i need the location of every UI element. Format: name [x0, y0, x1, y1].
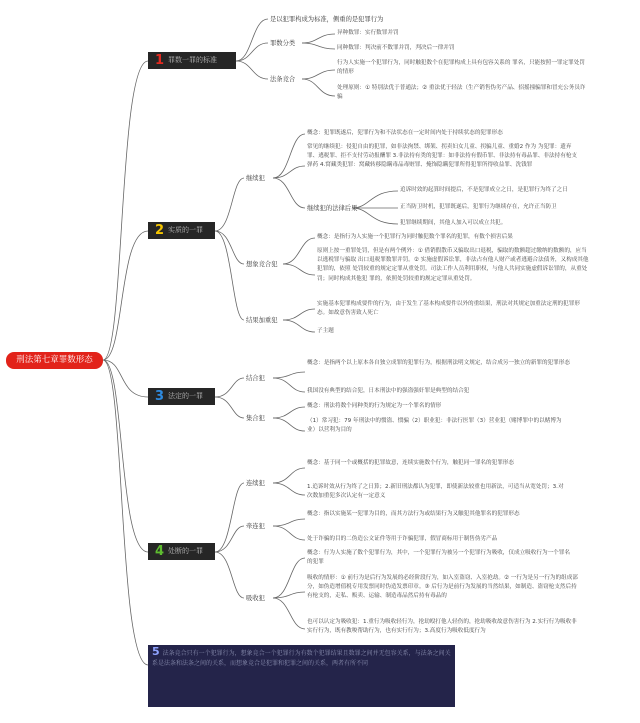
- branch-label: 法定的一罪: [168, 392, 204, 400]
- branch-label: 处断的一罪: [168, 547, 204, 555]
- b2-cont-legal-item: 追诉时效的起算时间提后，不是犯罪成立之日，是犯罪行为终了之日: [400, 187, 568, 193]
- b2-cont-item: 常见的继续犯：侵犯自由的犯罪，如非法拘禁、绑架、拐卖妇女儿童、拐骗儿童、重婚2 作为 为犯罪：遗弃罪、逃税罪、拒不支付劳动报酬罪 3.非法持有类的犯罪：如非法持有假币罪、非法持有毒品罪、非法持有枪支弹药 4.窝藏类犯罪：窝藏转移隐瞒毒品毒赃罪、掩饰隐瞒犯罪所得犯罪所得收益罪、洗钱罪: [307, 144, 578, 169]
- b2-cont-legal[interactable]: 继续犯的法律后果: [307, 205, 358, 212]
- b2-continuing[interactable]: 继续犯: [246, 175, 265, 182]
- b2-aggravated[interactable]: 结果加重犯: [246, 317, 278, 324]
- b2-imag-item: 原则上按一重罪处罚，但是有两个例外：① 借销假散币又骗取出口退税，骗取的数额超过缴纳的数额的，应当以逃税罪与骗取 出口退税罪数罪并罚。② 实施虚假诉讼罪，非法占有他人财产或者逃避合法债务，又构成其他犯罪的，依照 处罚较重的规定定罪从重处罚。司法工作人员利用职权，与他人共同实施虚假诉讼罪的，从重处罚；同时构成其他犯 罪的，依照处罚较重的规定定罪从重处罚。: [317, 248, 589, 282]
- b2-aggr-item: 子主题: [317, 328, 334, 334]
- branch-5-note[interactable]: [148, 645, 455, 707]
- branch-number: 5: [152, 645, 160, 658]
- b1-classify-item: 同种数罪：判决前不数罪并罚，判决后一律并罚: [337, 45, 455, 51]
- b4-serial[interactable]: 连续犯: [246, 480, 265, 487]
- b2-cont-item: 概念：犯罪既遂后，犯罪行为和不法状态在一定时间内处于持续状态的犯罪形态: [307, 130, 503, 136]
- b1-competition-item: 行为人实施一个犯罪行为，同时触犯数个在犯罪构成上具有包容关系的 罪名，只能按照一罪定罪处罚的情形: [337, 60, 585, 76]
- branch-2[interactable]: [148, 222, 215, 239]
- b4-absorbed[interactable]: 吸收犯: [246, 595, 265, 602]
- b4-abs-item: 吸收的情形：① 前行为是后行为发展的必经阶段行为，如入室盗窃、入室抢劫。② 一行为是另一行为的组成部分，如伪造增值税专用发票同时伪造发票印章。③ 后行为是前行为发展的当然结果，如制造、盗窃枪支然后持有枪支的，走私、贩卖、运输、制造毒品然后持有毒品的: [307, 575, 578, 600]
- branch-number: 3: [155, 389, 165, 404]
- root-topic[interactable]: 刑法第七章罪数形态: [6, 352, 103, 369]
- b2-cont-legal-item: 犯罪继续期间，其他人加入可以成立共犯。: [400, 220, 507, 226]
- branch-4[interactable]: [148, 543, 215, 560]
- branch-3[interactable]: [148, 388, 215, 405]
- branch-label: 罪数一罪的标准: [168, 56, 218, 64]
- b4-impl-item: 概念：指以实施某一犯罪为目的，而其方法行为或结果行为又触犯其他罪名的犯罪形态: [307, 511, 520, 517]
- b1-competition-item: 处理原则：① 特别法优于普通法；② 重法优于轻法（生产销售伪劣产品、招摇撞骗罪和冒充公务员诈骗: [337, 85, 586, 101]
- b4-implicated[interactable]: 牵连犯: [246, 523, 265, 530]
- b2-cont-legal-item: 正当防卫时机，犯罪既遂后，犯罪行为继续存在，允许正当防卫: [400, 204, 557, 210]
- b1-classify-item: 异种数罪：实行数罪并罚: [337, 30, 399, 36]
- b3-coll-item: 概念：刑法将数个同种类的行为规定为一个罪名的情形: [307, 403, 442, 409]
- b1-competition[interactable]: 法条竞合: [270, 76, 296, 83]
- b2-imag-item: 概念：是指行为人实施一个犯罪行为同时触犯数个罪名的犯罪，有数个损害后果: [317, 234, 513, 240]
- b3-combined[interactable]: 结合犯: [246, 375, 265, 382]
- b4-serial-item: 1.追诉时效从行为终了之日算；2.新旧刑法都认为犯罪，即使新法较重也用新法，可适当从宽处罚；3.对次数加重犯多次认定有一定意义: [307, 484, 564, 500]
- b3-comb-item: 我国没有典型的结合犯，日本刑法中的强盗强奸罪是典型的结合犯: [307, 388, 470, 394]
- b4-abs-item: 也可以认定为吸收犯：1.重行为吸收轻行为，抢劫殴打他人轻伤的，抢劫吸收故意伤害行为 2.实行行为吸收非实行行为，既有教唆帮助行为，也有实行行为；3.高度行为吸收低度行为: [307, 619, 577, 635]
- b4-serial-item: 概念：基于同一个或概括的犯罪故意，连续实施数个行为，触犯同一罪名的犯罪形态: [307, 460, 514, 466]
- branch-label: 实质的一罪: [168, 226, 204, 234]
- b3-comb-item: 概念：是指两个以上原本各自独立成罪的犯罪行为，根据刑法明文规定，结合成另一独立的新罪的犯罪形态: [307, 360, 570, 366]
- branch-5-text: 法条竞合只有一个犯罪行为，想象竞合一个犯罪行为有数个犯罪结果且数罪之间并无包容关系，与法条之间关系是法条和法条之间的关系，而想象竞合是犯罪和犯罪之间的关系，两者有所不同: [152, 650, 451, 667]
- b4-impl-item: 处于诈骗的目的二伪造公文证件等用于诈骗犯罪，假冒商标用于制售伪劣产品: [307, 536, 498, 542]
- b2-imagined[interactable]: 想象竞合犯: [246, 261, 278, 268]
- b4-abs-item: 概念：行为人实施了数个犯罪行为，其中，一个犯罪行为被另一个犯罪行为吸收，仅成立吸收行为一个罪名的犯罪: [307, 550, 570, 566]
- branch-number: 4: [155, 544, 165, 559]
- b1-intro: 是以犯罪构成为标准，侧重的是犯罪行为: [270, 16, 384, 23]
- branch-number: 2: [155, 223, 165, 238]
- branch-1[interactable]: [148, 52, 236, 69]
- b2-aggr-item: 实施基本犯罪构成要件的行为，由于发生了基本构成要件以外的重结果，刑法对其规定加重法定刑的犯罪形态。如故意伤害致人死亡: [317, 301, 580, 317]
- b3-collective[interactable]: 集合犯: [246, 415, 265, 422]
- b1-classify[interactable]: 罪数分类: [270, 40, 296, 47]
- b3-coll-item: （1）常习犯：79 年刑法中的惯盗、惯骗（2）职业犯：非法行医罪（3）营业犯（赌博罪中的以赌博为业）以营利为目的: [307, 418, 562, 434]
- branch-number: 1: [155, 53, 165, 68]
